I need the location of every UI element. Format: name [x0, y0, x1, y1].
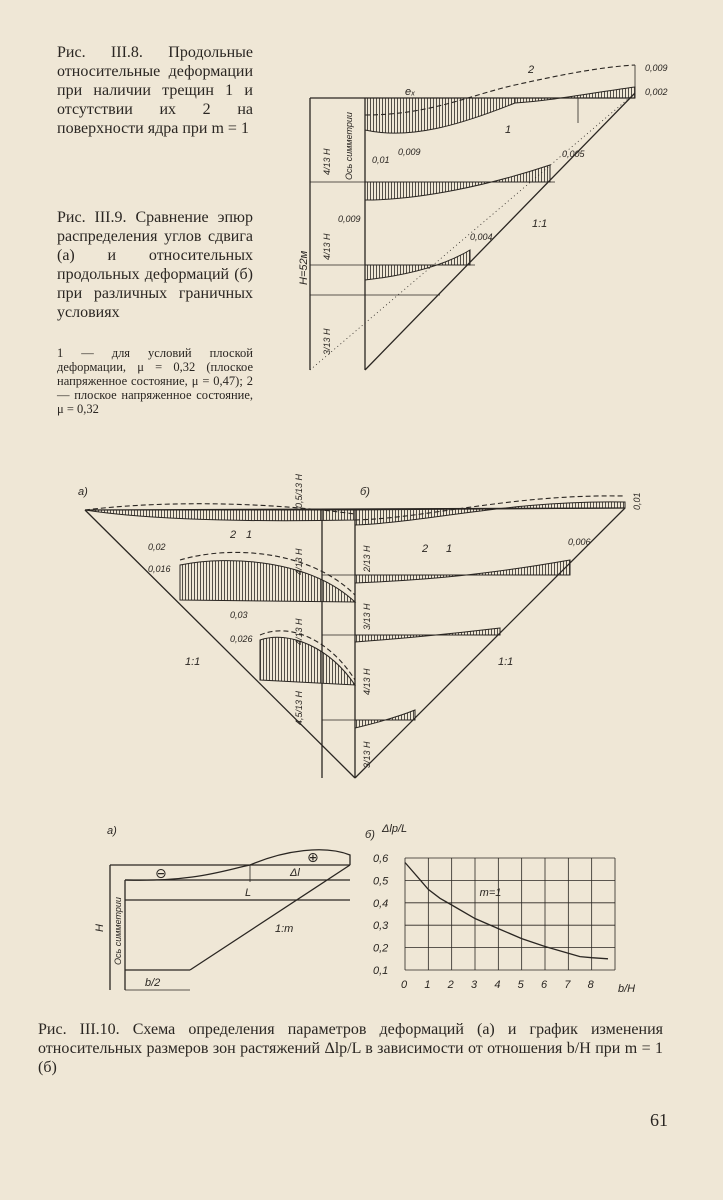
label-001: 0,01 — [372, 155, 390, 165]
label-c1-b: 1 — [446, 543, 453, 555]
label-0002: 0,002 — [645, 87, 668, 97]
label-h4b-a: 4/13 H — [294, 618, 304, 645]
series-label: m=1 — [479, 887, 502, 900]
label-curve2: 2 — [528, 64, 535, 76]
label-h4c: 4/13 H — [362, 668, 372, 695]
fig-III8-drawing — [300, 55, 670, 375]
label-c2-a: 2 — [230, 529, 237, 541]
label-h3b: 3/13 H — [362, 741, 372, 768]
label-0016: 0,016 — [148, 564, 171, 574]
dl-label: Δl — [290, 867, 300, 879]
axis-label: Ось симметрии — [113, 897, 123, 965]
fig-III9-drawing — [70, 473, 650, 790]
L-label: L — [245, 887, 252, 899]
label-a: а) — [78, 486, 88, 498]
y-tick-label: 0,6 — [373, 853, 389, 865]
y-tick-label: 0,4 — [373, 897, 389, 910]
label-slope-b: 1:1 — [498, 656, 514, 668]
fig-III9-caption: Рис. III.9. Сравнение эпюр распределения углов сдвига (а) и относительных продольных деформаций (б) при различных граничных условиях — [57, 209, 253, 321]
fig-III9-legend: 1 — для условий плоской деформации, μ = 0,32 (плоское напряженное состояние, μ = 0,47); 2 — плоское напряженное состояние, μ = 0,32 — [57, 346, 253, 416]
label-h4: 4/13 H — [322, 148, 332, 175]
label-h4b: 4/13 H — [322, 233, 332, 260]
label-0004: 0,004 — [470, 232, 493, 242]
x-tick-label: 2 — [447, 979, 454, 991]
label-half-h: 0,5/13 H — [294, 473, 304, 508]
label-height: H=52м — [298, 250, 310, 285]
label-h3: 3/13 H — [322, 328, 332, 355]
chart-xlabel: b/H — [618, 983, 636, 995]
x-tick-label: 4 — [494, 979, 501, 991]
x-tick-label: 8 — [587, 979, 594, 991]
label-0026: 0,026 — [230, 634, 253, 644]
label-curve1: 1 — [505, 124, 512, 136]
label-002: 0,02 — [148, 542, 166, 552]
label-0005: 0,005 — [562, 149, 585, 159]
label-slope-a: 1:1 — [185, 656, 201, 668]
y-tick-label: 0,1 — [373, 965, 389, 977]
fig-III8-caption: Рис. III.8. Продольные относительные деформации при наличии трещин 1 и отсутствии их 2 на поверхности ядра при m = 1 — [57, 44, 253, 137]
label-h4a: 4/13 H — [294, 548, 304, 575]
plus-sign: ⊕ — [307, 849, 319, 865]
y-tick-label: 0,2 — [373, 942, 389, 955]
label-0006: 0,006 — [568, 537, 591, 547]
x-tick-label: 6 — [541, 979, 548, 991]
fig-III10a-scheme — [95, 820, 365, 1000]
x-tick-label: 3 — [471, 979, 478, 991]
x-tick-label: 7 — [564, 979, 571, 991]
x-tick-label: 5 — [517, 979, 524, 991]
fig-III10b-chart — [360, 820, 660, 1020]
label-h45: 4,5/13 H — [294, 690, 304, 725]
y-tick-label: 0,5 — [373, 875, 389, 888]
label-001-b: 0,01 — [632, 492, 642, 510]
scheme-label: а) — [107, 825, 117, 837]
slope-line — [365, 93, 635, 370]
label-slope: 1:1 — [532, 218, 548, 230]
label-0009: 0,009 — [645, 63, 668, 73]
label-003: 0,03 — [230, 610, 248, 620]
b2-label: b/2 — [145, 977, 161, 989]
label-0009b: 0,009 — [398, 147, 421, 157]
label-c2-b: 2 — [422, 543, 429, 555]
y-tick-label: 0,3 — [373, 920, 389, 933]
x-tick-label: 1 — [424, 979, 431, 991]
label-h3: 3/13 H — [362, 603, 372, 630]
slope-label: 1:m — [275, 923, 294, 935]
label-c1-a: 1 — [246, 529, 253, 541]
label-ex: eₓ — [405, 86, 416, 98]
page-number: 61 — [650, 1110, 668, 1130]
series-line-m1 — [405, 863, 608, 959]
label-axis: Ось симметрии — [344, 112, 354, 180]
label-b: б) — [360, 486, 370, 498]
x-tick-label: 0 — [401, 979, 408, 991]
minus-sign: ⊖ — [155, 865, 167, 881]
label-0009c: 0,009 — [338, 214, 361, 224]
fig-III10-caption: Рис. III.10. Схема определения параметров деформаций (а) и график изменения относительных размеров зон растяжений Δlр/L в зависимости от отношения b/H при m = 1 (б) — [38, 1021, 663, 1076]
H-label: H — [94, 924, 106, 932]
chart-ylabel: Δlp/L — [382, 823, 408, 835]
label-h2: 2/13 H — [362, 545, 372, 572]
chart-title: б) — [365, 829, 375, 841]
